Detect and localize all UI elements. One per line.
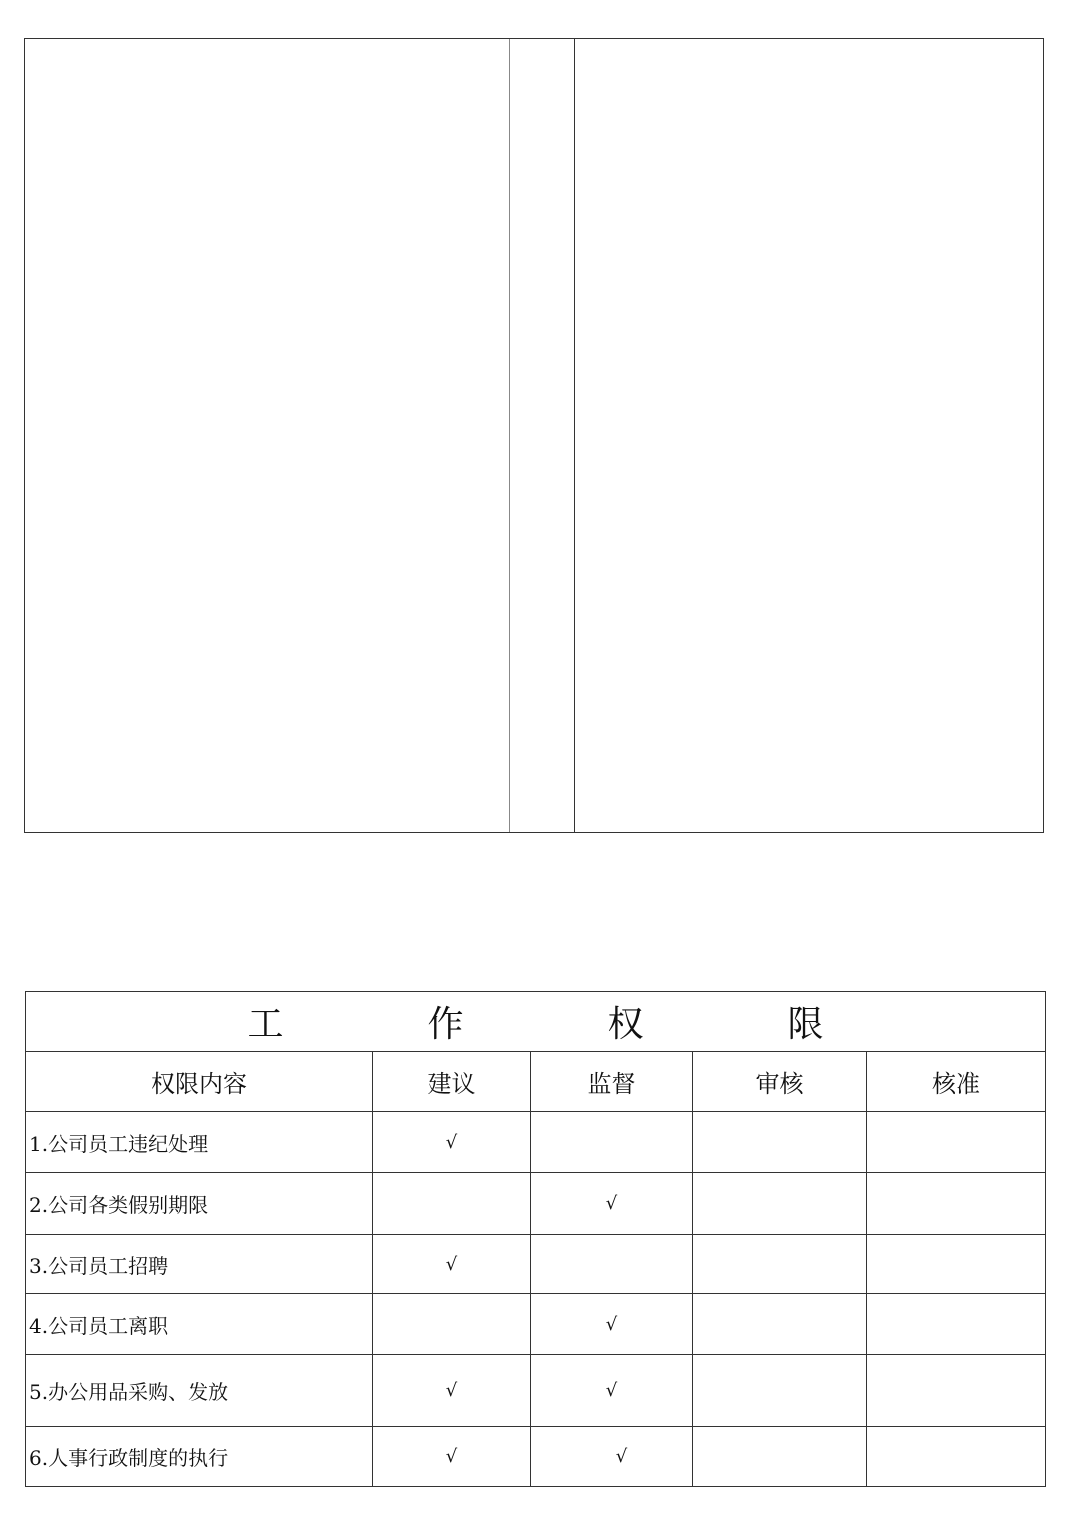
cell-supervise <box>531 1294 693 1355</box>
cell-review <box>693 1235 867 1294</box>
header-content: 权限内容 <box>26 1052 373 1112</box>
header-approve: 核准 <box>867 1052 1046 1112</box>
check-mark: √ <box>605 1193 618 1214</box>
table-row <box>26 1173 1046 1235</box>
cell-suggest <box>373 1173 531 1235</box>
cell-approve <box>867 1235 1046 1294</box>
cell-approve <box>867 1112 1046 1173</box>
check-mark: √ <box>605 1380 618 1401</box>
cell-supervise <box>531 1355 693 1427</box>
frame-divider-right <box>574 39 575 832</box>
table-row <box>26 1355 1046 1427</box>
cell-supervise <box>531 1427 693 1487</box>
cell-supervise <box>531 1235 693 1294</box>
permissions-title: 工 作 权 限 <box>26 992 1046 1052</box>
cell-review <box>693 1173 867 1235</box>
check-mark: √ <box>445 1253 458 1275</box>
cell-suggest <box>373 1427 531 1487</box>
cell-approve <box>867 1173 1046 1235</box>
check-mark: √ <box>615 1446 628 1467</box>
cell-suggest <box>373 1355 531 1427</box>
check-mark: √ <box>445 1446 458 1467</box>
header-suggest: 建议 <box>373 1052 531 1112</box>
row-label: 5.办公用品采购、发放 <box>26 1355 373 1427</box>
cell-review <box>693 1294 867 1355</box>
permissions-table <box>25 991 1046 1487</box>
cell-supervise <box>531 1112 693 1173</box>
cell-approve <box>867 1427 1046 1487</box>
table-row <box>26 1112 1046 1173</box>
cell-suggest <box>373 1112 531 1173</box>
cell-review <box>693 1355 867 1427</box>
row-label: 2.公司各类假别期限 <box>26 1173 373 1235</box>
cell-suggest <box>373 1294 531 1355</box>
cell-approve <box>867 1355 1046 1427</box>
check-mark: √ <box>605 1313 618 1335</box>
row-label: 4.公司员工离职 <box>26 1294 373 1355</box>
cell-review <box>693 1112 867 1173</box>
row-label: 3.公司员工招聘 <box>26 1235 373 1294</box>
permissions-header-row <box>26 1052 1046 1112</box>
table-row <box>26 1427 1046 1487</box>
check-mark: √ <box>445 1131 458 1153</box>
row-label: 6.人事行政制度的执行 <box>26 1427 373 1487</box>
cell-suggest <box>373 1235 531 1294</box>
header-supervise: 监督 <box>531 1052 693 1112</box>
header-review: 审核 <box>693 1052 867 1112</box>
table-row <box>26 1235 1046 1294</box>
top-empty-frame <box>24 38 1044 833</box>
permissions-title-row <box>26 992 1046 1052</box>
cell-approve <box>867 1294 1046 1355</box>
check-mark: √ <box>445 1380 458 1401</box>
frame-divider-left <box>509 39 510 832</box>
cell-supervise <box>531 1173 693 1235</box>
row-label: 1.公司员工违纪处理 <box>26 1112 373 1173</box>
cell-review <box>693 1427 867 1487</box>
table-row <box>26 1294 1046 1355</box>
